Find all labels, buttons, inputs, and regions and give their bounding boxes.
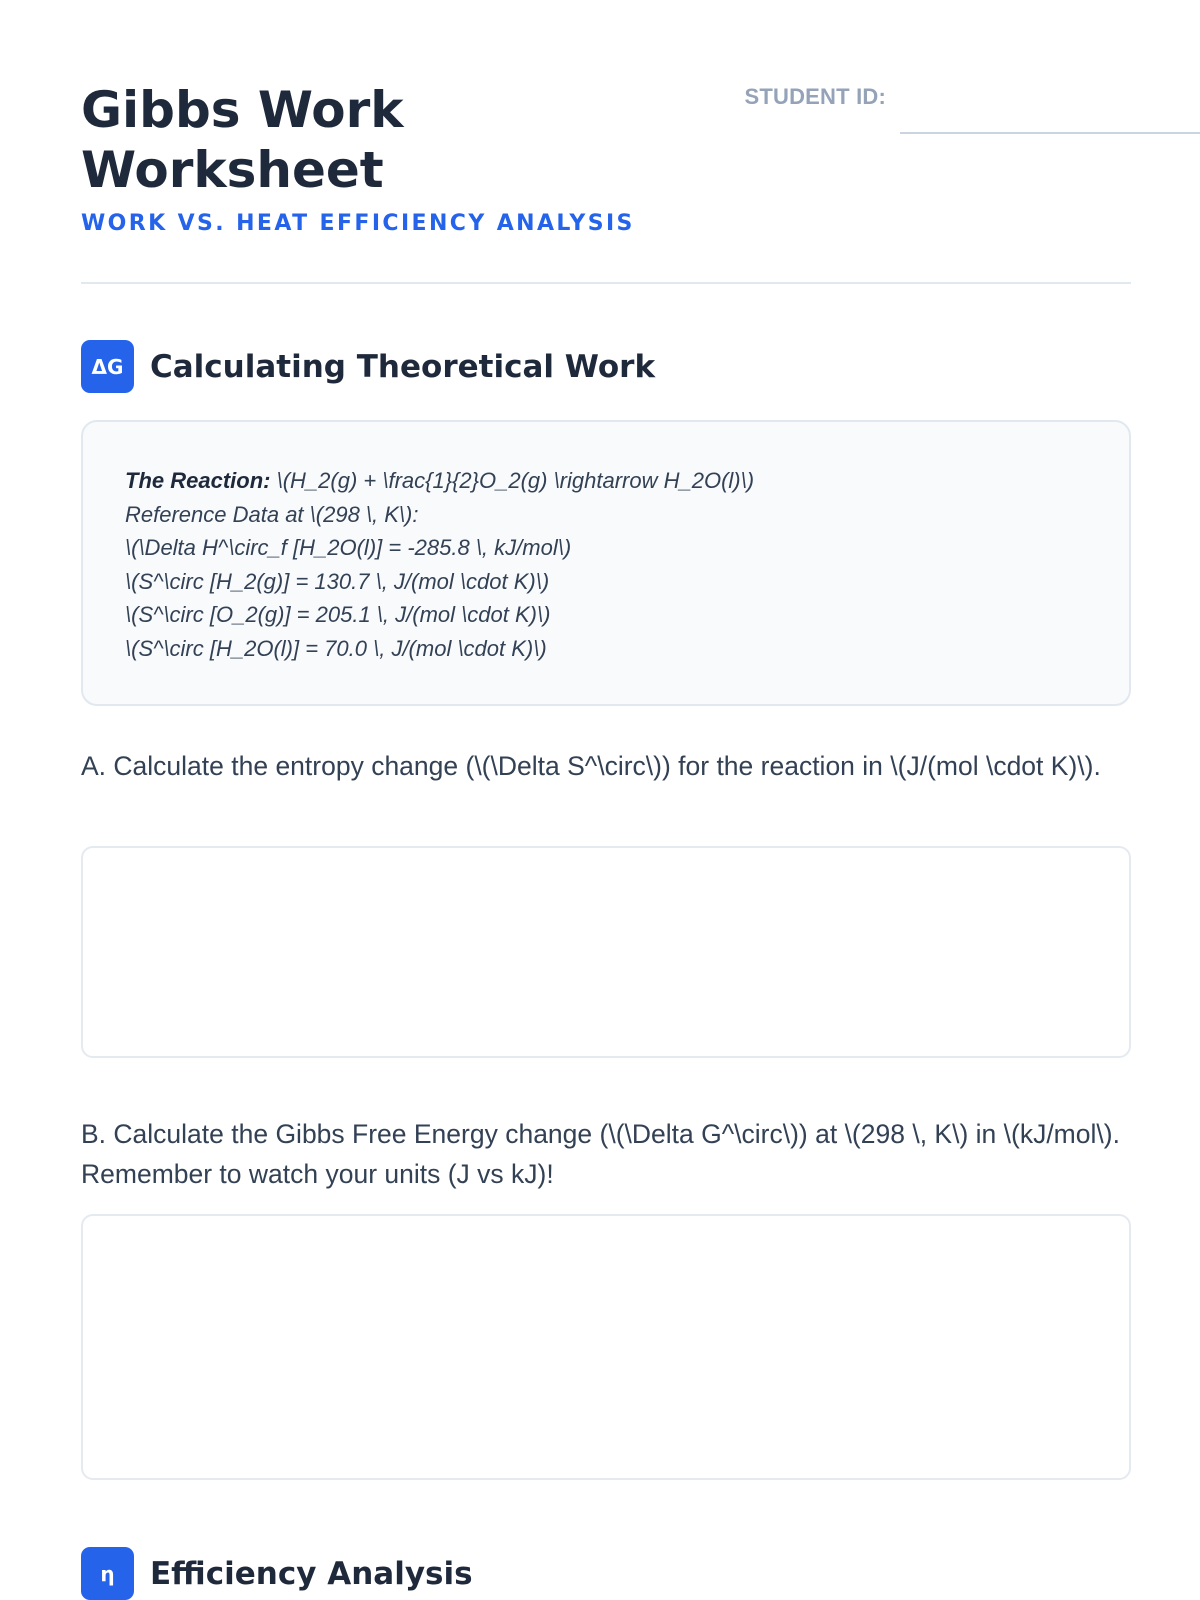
answer-box-a[interactable]: [81, 846, 1131, 1058]
page-subtitle: WORK VS. HEAT EFFICIENCY ANALYSIS: [81, 211, 635, 236]
question-b: B. Calculate the Gibbs Free Energy change (\(\Delta G^\circ\)) at \(298 \, K\) in \(kJ/mol\). Remember to watch your units (J vs kJ)!: [81, 1119, 1120, 1189]
data-line-entropy-h2: \(S^\circ [H_2(g)] = 130.7 \, J/(mol \cdot K)\): [125, 568, 550, 594]
data-line-enthalpy: \(\Delta H^\circ_f [H_2O(l)] = -285.8 \, kJ/mol\): [125, 535, 572, 561]
worksheet-page: [81, 0, 1131, 1592]
delta-g-icon: ΔG: [81, 340, 134, 393]
reference-data-label: Reference Data at \(298 \, K\):: [125, 501, 419, 527]
answer-box-b[interactable]: [81, 1214, 1131, 1480]
reaction-equation: \(H_2(g) + \frac{1}{2}O_2(g) \rightarrow H_2O(l)\): [270, 468, 755, 493]
reference-data-box: [81, 420, 1131, 706]
data-line-entropy-h2o: \(S^\circ [H_2O(l)] = 70.0 \, J/(mol \cdot K)\): [125, 635, 547, 661]
section-title: Calculating Theoretical Work: [150, 348, 656, 385]
student-id-label: STUDENT ID:: [744, 84, 886, 109]
reaction-label: The Reaction:: [125, 468, 271, 493]
eta-icon: η: [81, 1547, 134, 1600]
reaction-line: [125, 464, 1087, 498]
page-title: Gibbs Work Worksheet: [81, 81, 404, 199]
section-heading-theoretical-work: [81, 340, 655, 393]
student-id-field: [701, 80, 1131, 150]
student-id-input-line[interactable]: [900, 132, 1200, 134]
section-heading-efficiency: [81, 1547, 473, 1600]
question-a: A. Calculate the entropy change (\(\Delta S^\circ\)) for the reaction in \(J/(mol \cdot K)\).: [81, 751, 1101, 781]
section-title: Efficiency Analysis: [150, 1555, 473, 1592]
worksheet-header: [81, 0, 1131, 284]
data-line-entropy-o2: \(S^\circ [O_2(g)] = 205.1 \, J/(mol \cdot K)\): [125, 602, 551, 628]
